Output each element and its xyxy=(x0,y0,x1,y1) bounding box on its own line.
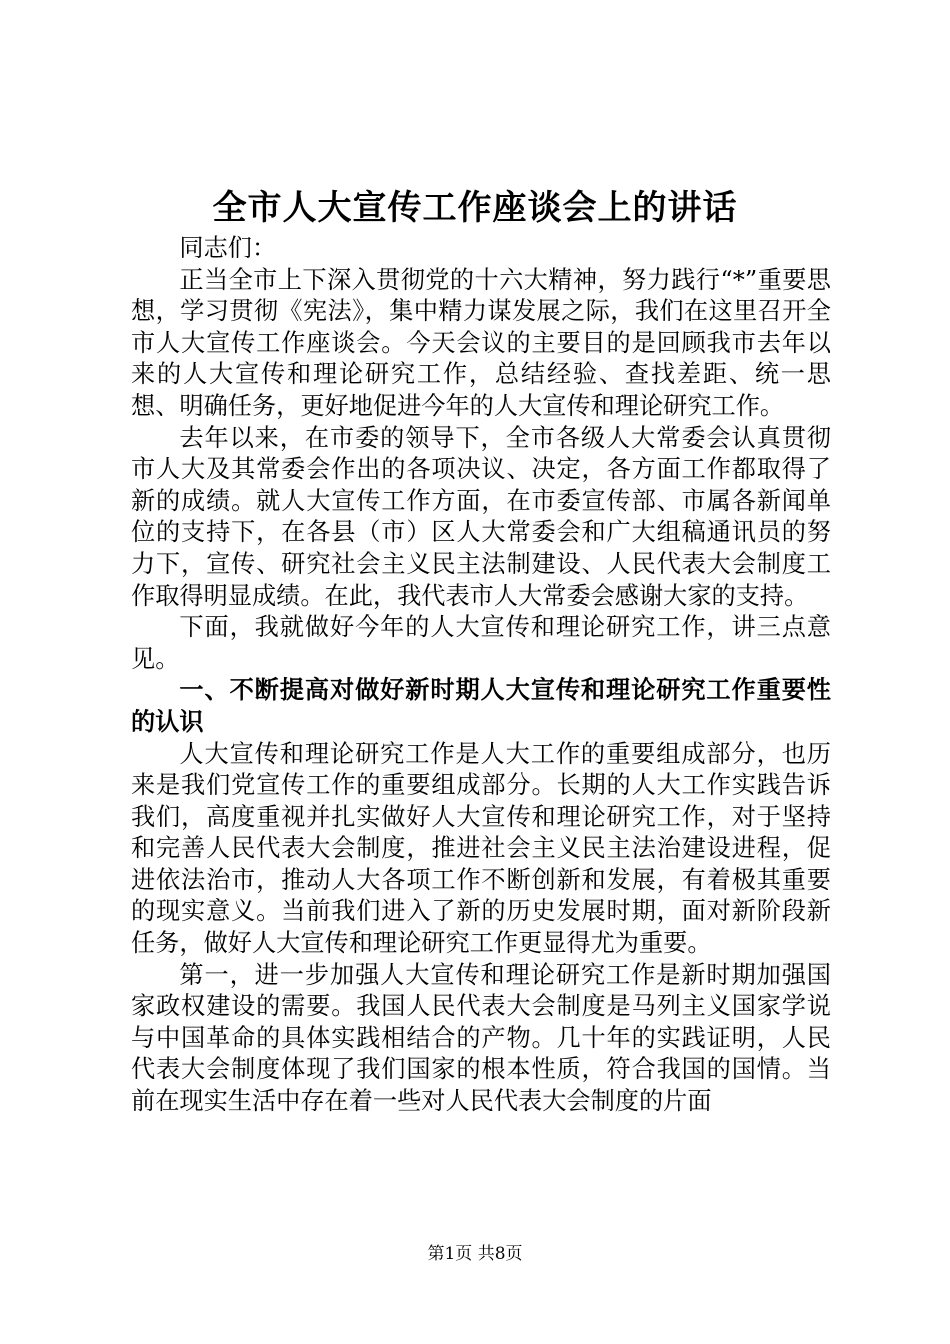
page-number: 第1页 共8页 xyxy=(427,1244,523,1264)
document-title: 全市人大宣传工作座谈会上的讲话 xyxy=(212,188,738,228)
body-paragraph: 下面，我就做好今年的人大宣传和理论研究工作，讲三点意见。 xyxy=(131,613,831,673)
body-paragraph: 去年以来，在市委的领导下，全市各级人大常委会认真贯彻市人大及其常委会作出的各项决议、决定，各方面工作都取得了新的成绩。就人大宣传工作方面，在市委宣传部、市属各新闻单位的支持下，在各县（市）区人大常委会和广大组稿通讯员的努力下，宣传、研究社会主义民主法制建设、人民代表大会制度工作取得明显成绩。在此，我代表市人大常委会感谢大家的支持。 xyxy=(131,423,831,610)
body-paragraph: 正当全市上下深入贯彻党的十六大精神，努力践行“*”重要思想，学习贯彻《宪法》，集中精力谋发展之际，我们在这里召开全市人大宣传工作座谈会。今天会议的主要目的是回顾我市去年以来的人大宣传和理论研究工作，总结经验、查找差距、统一思想、明确任务，更好地促进今年的人大宣传和理论研究工作。 xyxy=(131,265,831,420)
section-heading: 一、不断提高对做好新时期人大宣传和理论研究工作重要性的认识 xyxy=(131,676,831,736)
body-paragraph: 同志们： xyxy=(179,234,277,262)
document-body xyxy=(131,233,831,1118)
body-paragraph: 人大宣传和理论研究工作是人大工作的重要组成部分，也历来是我们党宣传工作的重要组成部分。长期的人大工作实践告诉我们，高度重视并扎实做好人大宣传和理论研究工作，对于坚持和完善人民代表大会制度，推进社会主义民主法治建设进程，促进依法治市，推动人大各项工作不断创新和发展，有着极其重要的现实意义。当前我们进入了新的历史发展时期，面对新阶段新任务，做好人大宣传和理论研究工作更显得尤为重要。 xyxy=(131,739,831,958)
body-paragraph: 第一，进一步加强人大宣传和理论研究工作是新时期加强国家政权建设的需要。我国人民代表大会制度是马列主义国家学说与中国革命的具体实践相结合的产物。几十年的实践证明，人民代表大会制度体现了我们国家的根本性质，符合我国的国情。当前在现实生活中存在着一些对人民代表大会制度的片面 xyxy=(131,960,831,1116)
